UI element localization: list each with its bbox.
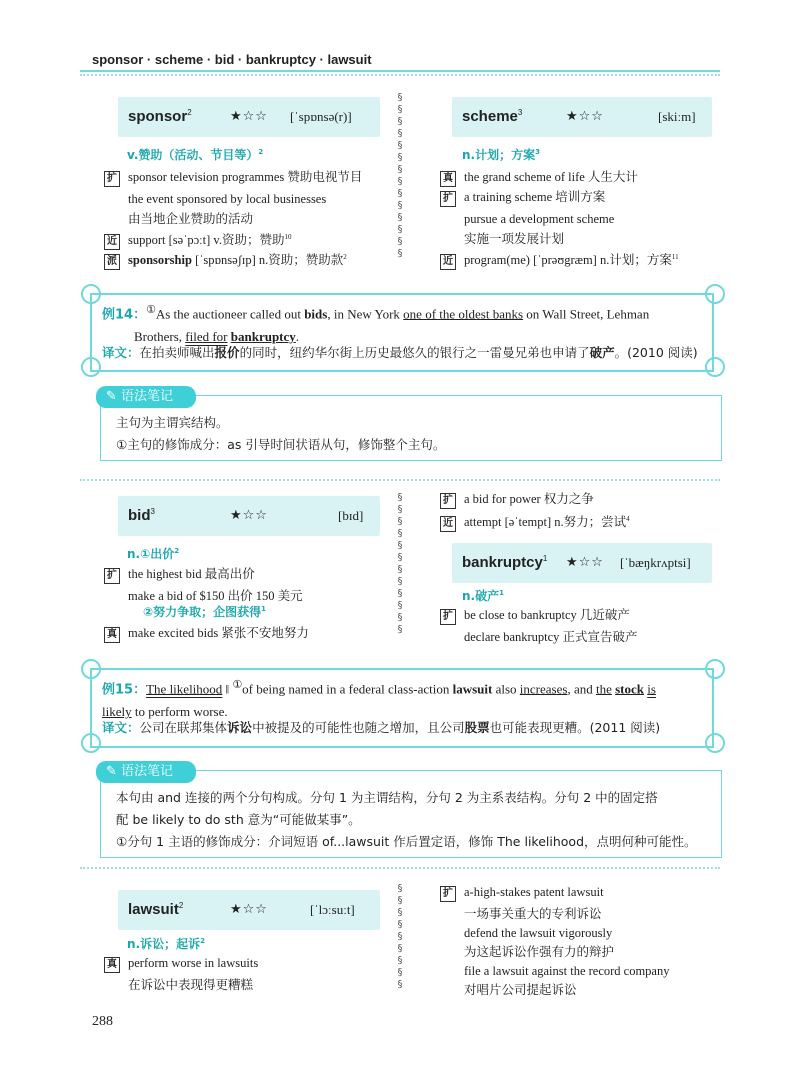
usage-text: the grand scheme of life 人生大计 <box>464 170 638 184</box>
usage-text: the highest bid 最高出价 <box>128 567 255 581</box>
phonetic: [bɪd] <box>338 508 364 523</box>
usage-tag: 派 <box>104 254 120 270</box>
separator-glyph: § <box>397 116 403 127</box>
section-dotted-rule <box>80 867 720 869</box>
usage-line <box>104 624 309 643</box>
label-colon: ： <box>127 345 140 360</box>
grammar-note-line: 主句为主谓宾结构。 <box>116 415 229 430</box>
phonetic: [ˈbæŋkrʌptsi] <box>620 555 691 570</box>
separator-glyph: § <box>397 955 403 966</box>
grammar-note-1-text <box>116 412 445 456</box>
separator-glyph: § <box>397 516 403 527</box>
ornament-corner <box>81 357 101 377</box>
usage-tag: 近 <box>440 254 456 270</box>
usage-tag: 扩 <box>440 609 456 625</box>
grammar-note-2-text <box>116 787 697 853</box>
frequency-superscript: 4 <box>626 515 630 523</box>
lawsuit-usage-list <box>104 953 258 993</box>
usage-text: make a bid of $150 出价 150 美元 <box>128 589 303 603</box>
label-colon: ： <box>133 307 147 323</box>
clause-marker: ① <box>146 304 156 316</box>
column-separator <box>396 883 404 1001</box>
usage-tag: 扩 <box>104 568 120 584</box>
sponsor-definition: v.赞助（活动、节目等）$^2$ <box>127 148 264 162</box>
separator-glyph: § <box>397 504 403 515</box>
usage-tag: 真 <box>104 957 120 973</box>
usage-line <box>440 959 669 978</box>
usage-tag: 近 <box>104 234 120 250</box>
example-14-english: 例14：①As the auctioneer called out bids, in New York one of the oldest banks on Wall Street, Lehman Brothers, filed for bankruptcy. <box>102 304 650 345</box>
phonetic: [skiːm] <box>658 109 696 124</box>
separator-glyph: § <box>397 540 403 551</box>
separator-glyph: § <box>397 919 403 930</box>
separator-glyph: § <box>397 492 403 503</box>
separator-glyph: § <box>397 564 403 575</box>
separator-glyph: § <box>397 943 403 954</box>
pen-icon: ✎ <box>106 389 117 404</box>
lawsuit-headword-box <box>118 890 380 930</box>
bid-usage-list-1 <box>104 565 303 603</box>
frequency-superscript: 10 <box>284 233 292 241</box>
usage-line <box>440 921 669 940</box>
usage-line <box>440 247 679 267</box>
frequency-stars: ★☆☆ <box>566 109 604 124</box>
usage-text: the event sponsored by local businesses <box>128 192 327 206</box>
separator-glyph: § <box>397 967 403 978</box>
usage-text: 一场事关重大的专利诉讼 <box>464 907 602 921</box>
usage-tag: 扩 <box>440 493 456 509</box>
separator-glyph: § <box>397 895 403 906</box>
translation-label: 译文 <box>102 345 128 360</box>
usage-line <box>440 167 679 187</box>
usage-line <box>440 207 679 227</box>
separator-glyph: § <box>397 152 403 163</box>
frequency-stars: ★☆☆ <box>230 902 268 917</box>
phonetic: [ˈspɒnsə(r)] <box>290 109 352 124</box>
ornament-corner <box>81 284 101 304</box>
header-dotted-rule <box>80 74 720 76</box>
ornament-corner <box>705 733 725 753</box>
ornament-corner <box>81 733 101 753</box>
ornament-corner <box>705 659 725 679</box>
scheme-headword-box <box>452 97 712 137</box>
usage-text: a bid for power 权力之争 <box>464 492 594 506</box>
page-number: 288 <box>92 1014 113 1029</box>
usage-text: attempt [əˈtempt] n.努力；尝试 <box>464 515 627 530</box>
separator-glyph: § <box>397 612 403 623</box>
grammar-note-line: 本句由 and 连接的两个分句构成。分句 1 为主谓结构，分句 2 为主系表结构。分句 2 中的固定搭 <box>116 790 658 805</box>
usage-text: 实施一项发展计划 <box>464 232 565 246</box>
usage-text: perform worse in lawsuits <box>128 956 259 970</box>
usage-text: pursue a development scheme <box>464 212 615 226</box>
usage-line <box>440 509 630 529</box>
clause-marker: ① <box>232 679 243 691</box>
usage-text: program(me) [ˈprəʊgræm] n.计划；方案 <box>464 253 672 268</box>
phonetic: [ˈlɔːsuːt] <box>310 902 355 917</box>
grammar-note-line: ①分句 1 主语的修饰成分：介词短语 of...lawsuit 作后置定语，修饰 The likelihood，点明何种可能性。 <box>116 834 697 849</box>
frequency-stars: ★☆☆ <box>230 109 268 124</box>
separator-glyph: § <box>397 883 403 894</box>
separator-glyph: § <box>397 600 403 611</box>
bankruptcy-definition: n.破产$^1$ <box>462 589 504 603</box>
usage-text: 在诉讼中表现得更糟糕 <box>128 978 254 992</box>
grammar-note-line: 配 be likely to do sth 意为“可能做某事”。 <box>116 812 361 827</box>
usage-line <box>440 883 669 902</box>
usage-line <box>104 973 258 993</box>
example-label: 例14 <box>102 307 134 323</box>
separator-glyph: § <box>397 588 403 599</box>
scheme-definition: n.计划；方案$^3$ <box>462 148 540 162</box>
separator-glyph: § <box>397 176 403 187</box>
usage-tag: 扩 <box>440 191 456 207</box>
lawsuit-usage-list-right <box>440 883 669 997</box>
column-separator <box>396 92 404 264</box>
separator-glyph: § <box>397 188 403 199</box>
separator-glyph: § <box>397 552 403 563</box>
separator-glyph: § <box>397 200 403 211</box>
separator-glyph: § <box>397 224 403 235</box>
usage-line <box>440 940 669 959</box>
usage-tag: 真 <box>104 627 120 643</box>
usage-tag: 扩 <box>104 171 120 187</box>
headword: sponsor$^2$ <box>128 108 192 125</box>
scheme-usage-list <box>440 167 679 267</box>
running-header: sponsor · scheme · bid · bankruptcy · lawsuit <box>92 52 372 67</box>
usage-text: defend the lawsuit vigorously <box>464 926 613 940</box>
frequency-stars: ★☆☆ <box>230 508 268 523</box>
usage-line <box>440 978 669 997</box>
usage-line <box>440 489 630 509</box>
bid-definition-2: ②努力争取；企图获得$^1$ <box>143 605 267 619</box>
separator-glyph: § <box>397 931 403 942</box>
usage-tag: 扩 <box>440 886 456 902</box>
usage-line <box>104 565 303 584</box>
separator-glyph: § <box>397 907 403 918</box>
ornament-corner <box>705 357 725 377</box>
label-colon: ： <box>127 720 140 735</box>
ornament-corner <box>705 284 725 304</box>
example-14-translation: 译文：在拍卖师喊出报价的同时，纽约华尔街上历史最悠久的银行之一雷曼兄弟也申请了破产。(2010 阅读) <box>102 345 698 360</box>
grammar-note-line: ①主句的修饰成分：as 引导时间状语从句，修饰整个主句。 <box>116 437 446 452</box>
usage-text: be close to bankruptcy 几近破产 <box>464 608 630 622</box>
derived-word: sponsorship <box>128 253 192 268</box>
usage-tag: 近 <box>440 516 456 532</box>
example-label: 例15 <box>102 682 134 698</box>
example-15-translation: 译文：公司在联邦集体诉讼中被提及的可能性也随之增加，且公司股票也可能表现更糟。(2011 阅读) <box>102 720 661 735</box>
usage-line <box>440 605 638 625</box>
lawsuit-definition: n.诉讼；起诉$^2$ <box>127 937 205 951</box>
usage-text: [ˈspɒnsəʃɪp] n.资助；赞助款 <box>191 253 344 268</box>
separator-glyph: § <box>397 104 403 115</box>
translation-label: 译文 <box>102 720 128 735</box>
usage-line <box>440 902 669 921</box>
usage-text: a-high-stakes patent lawsuit <box>464 885 604 899</box>
grammar-note-2-badge: ✎ 语法笔记 <box>96 761 196 783</box>
usage-line <box>104 207 362 227</box>
frequency-stars: ★☆☆ <box>566 555 604 570</box>
ornament-corner <box>81 659 101 679</box>
usage-line <box>104 187 362 207</box>
usage-text: support [səˈpɔːt] v.资助；赞助 <box>128 233 285 248</box>
separator-glyph: § <box>397 140 403 151</box>
separator-glyph: § <box>397 128 403 139</box>
headword: bid$^3$ <box>128 507 155 524</box>
example-15-english: 例15：The likelihood ‖ ①of being named in a federal class-action lawsuit also increases, and the stock is likely to perform worse. <box>102 679 656 720</box>
bid-usage-list-right <box>440 489 630 529</box>
headword: bankruptcy$^1$ <box>462 554 548 571</box>
grammar-note-1-badge: ✎ 语法笔记 <box>96 386 196 408</box>
sponsor-headword-box <box>118 97 380 137</box>
label-colon: ： <box>133 682 147 698</box>
bankruptcy-headword-box <box>452 543 712 583</box>
separator-glyph: § <box>397 164 403 175</box>
usage-text: a training scheme 培训方案 <box>464 190 606 204</box>
usage-line <box>104 247 362 267</box>
separator-glyph: § <box>397 979 403 990</box>
bid-definition-1: n.①出价$^2$ <box>127 547 180 561</box>
usage-text: file a lawsuit against the record company <box>464 964 670 978</box>
bankruptcy-usage-list <box>440 605 638 645</box>
usage-line <box>440 625 638 645</box>
section-dotted-rule <box>80 479 720 481</box>
bid-usage-list-2 <box>104 624 309 643</box>
separator-glyph: § <box>397 624 403 635</box>
separator-glyph: § <box>397 212 403 223</box>
column-separator <box>396 492 404 642</box>
separator-glyph: § <box>397 248 403 259</box>
usage-text: declare bankruptcy 正式宣告破产 <box>464 630 638 644</box>
pen-icon: ✎ <box>106 764 117 779</box>
headword: lawsuit$^2$ <box>128 901 184 918</box>
separator-glyph: § <box>397 236 403 247</box>
usage-line <box>104 227 362 247</box>
sponsor-usage-list <box>104 167 362 267</box>
separator-glyph: § <box>397 92 403 103</box>
usage-text: make excited bids 紧张不安地努力 <box>128 626 309 640</box>
usage-line <box>104 584 303 603</box>
headword: scheme$^3$ <box>462 108 523 125</box>
usage-line <box>440 227 679 247</box>
usage-line <box>104 953 258 973</box>
usage-text: sponsor television programmes 赞助电视节目 <box>128 170 363 184</box>
usage-text: 为这起诉讼作强有力的辩护 <box>464 945 615 959</box>
separator-glyph: § <box>397 576 403 587</box>
separator-glyph: § <box>397 528 403 539</box>
usage-tag: 真 <box>440 171 456 187</box>
usage-line <box>440 187 679 207</box>
usage-text: 对唱片公司提起诉讼 <box>464 983 577 997</box>
usage-line <box>104 167 362 187</box>
frequency-superscript: 2 <box>343 253 347 261</box>
usage-text: 由当地企业赞助的活动 <box>128 212 254 226</box>
bid-headword-box <box>118 496 380 536</box>
frequency-superscript: 11 <box>671 253 679 261</box>
header-rule <box>80 70 720 72</box>
